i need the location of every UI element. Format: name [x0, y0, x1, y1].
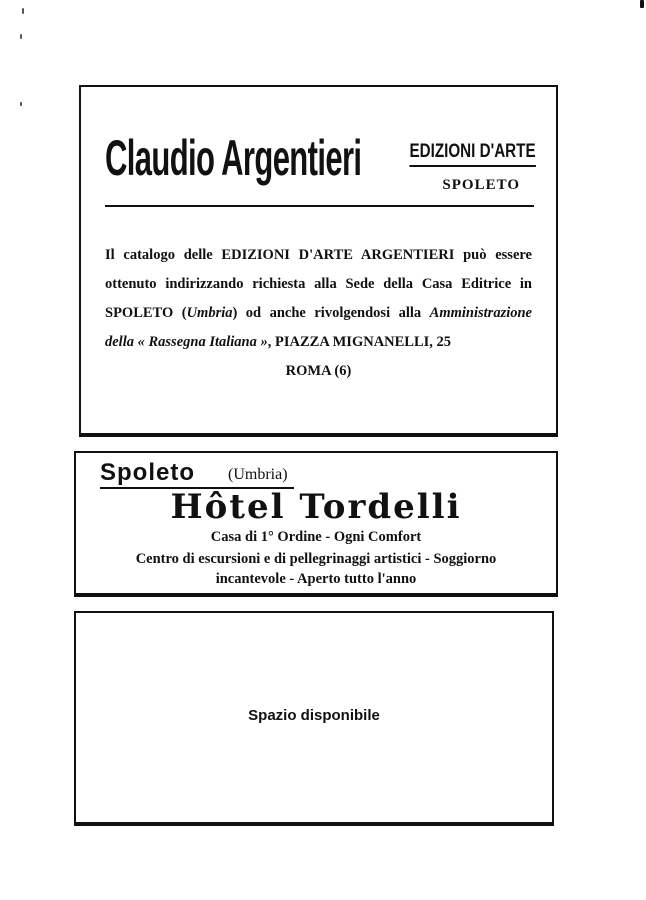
hotel-region: (Umbria): [228, 466, 288, 483]
catalog-text-italic: Umbria: [186, 305, 233, 321]
publisher-name: Claudio Argentieri: [105, 130, 362, 186]
catalog-text-italic: Amministrazione della « Rassegna Italiana »: [105, 305, 532, 350]
hotel-city: Spoleto: [100, 459, 195, 486]
scan-mark: [640, 0, 644, 8]
publisher-city: SPOLETO: [442, 177, 520, 193]
catalog-text: [105, 241, 532, 386]
argentieri-advertisement: [79, 85, 558, 435]
hotel-advertisement: [74, 451, 558, 595]
available-space-label: Spazio disponibile: [248, 707, 380, 724]
available-space-box: [74, 611, 554, 824]
catalog-text-part: ) od anche rivolgendosi alla: [232, 305, 430, 321]
hotel-class-line: Casa di 1° Ordine - Ogni Comfort: [210, 529, 422, 545]
scan-mark: [20, 102, 22, 106]
divider: [105, 205, 534, 207]
edition-label: EDIZIONI D'ARTE: [410, 141, 536, 167]
hotel-name: Hôtel Tordelli: [170, 487, 462, 527]
catalog-text-part: Il catalogo delle EDIZIONI D'ARTE ARGENTIERI può essere ottenuto indirizzando richiesta alla Sede della Casa Editrice in SPOLETO (: [105, 247, 532, 321]
catalog-text-part: , PIAZZA MIGNANELLI, 25: [267, 334, 452, 350]
scan-mark: [20, 34, 22, 39]
catalog-address-city: ROMA (6): [285, 363, 352, 379]
hotel-description: Centro di escursioni e di pellegrinaggi artistici - Soggiorno incantevole - Aperto tutto l'anno: [135, 551, 497, 587]
scan-mark: [22, 8, 24, 14]
